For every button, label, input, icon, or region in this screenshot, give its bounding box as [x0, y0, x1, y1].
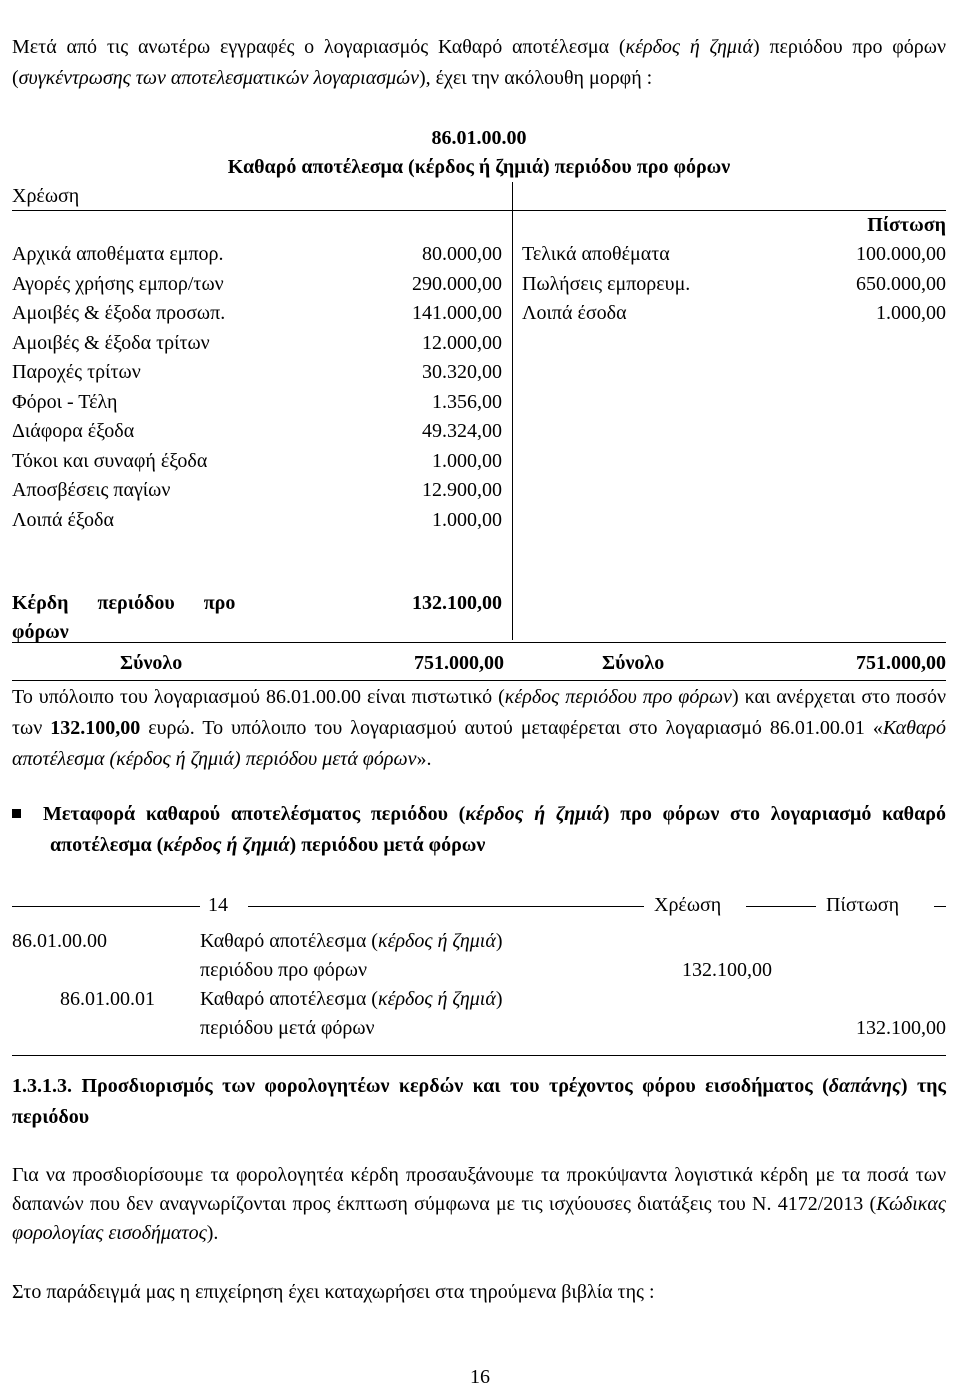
balance-paragraph: [12, 682, 946, 775]
journal-line2-text2: περιόδου μετά φόρων: [200, 1017, 375, 1039]
debit-row-label: Λοιπά έξοδα: [12, 508, 114, 531]
debit-row-amount: 1.356,00: [432, 390, 502, 413]
journal-line: [746, 906, 816, 907]
debit-row-amount: 49.324,00: [422, 420, 502, 442]
section-title: Προσδιορισμός των φορολογητέων κερδών και του τρέχοντος φόρου εισοδήματος (: [72, 1075, 829, 1097]
journal-line: [12, 906, 200, 907]
square-bullet-icon: [12, 809, 21, 818]
bold-amount: 132.100,00: [50, 717, 141, 739]
text: ): [495, 930, 503, 952]
entry-number: 14: [208, 894, 228, 916]
section-heading: [12, 1071, 946, 1133]
debit-row-label: Αμοιβές & έξοδα τρίτων: [12, 331, 210, 354]
intro-text: Μετά από τις ανωτέρω εγγραφές ο λογαριασμός Καθαρό αποτέλεσμα (: [12, 36, 626, 58]
t-account: [12, 124, 946, 674]
debit-total-label: Σύνολο: [120, 652, 183, 674]
profit-label-line2: φόρων: [12, 621, 69, 643]
debit-row-amount: 12.900,00: [422, 479, 502, 501]
debit-total: 751.000,00: [414, 652, 504, 674]
profit-label-line1: [12, 589, 312, 618]
debit-row-amount: 1.000,00: [432, 508, 502, 531]
italic-text: κέρδος ή ζημιά: [377, 988, 496, 1010]
text: Μεταφορά καθαρού αποτελέσματος περιόδου (: [43, 803, 466, 825]
intro-italic: συγκέντρωσης των αποτελεσματικών λογαριασμών: [18, 67, 419, 89]
document-page: [12, 32, 946, 1307]
debit-row-label: Φόροι - Τέλη: [12, 390, 118, 413]
intro-text: ) περιόδου προ φόρων (: [12, 36, 946, 89]
text: Καθαρό αποτέλεσμα (: [200, 988, 378, 1010]
journal-entry: [12, 891, 946, 1071]
italic-text: κέρδος ή ζημιά: [465, 803, 603, 825]
credit-row-label: Λοιπά έσοδα: [522, 302, 627, 324]
credit-label: Πίστωση: [867, 214, 946, 236]
journal-line1-code: 86.01.00.00: [12, 930, 107, 952]
italic-text: Κώδικας φορολογίας εισοδήματος: [12, 1193, 946, 1244]
debit-row-amount: 141.000,00: [412, 302, 502, 324]
journal-bottom-line: [12, 1055, 946, 1056]
taxable-profit-paragraph: [12, 1161, 946, 1248]
journal-line1-text2: περιόδου προ φόρων: [200, 959, 367, 981]
account-code: 86.01.00.00: [431, 127, 527, 149]
account-divider: [12, 210, 946, 211]
text: ) προ φόρων στο λογαριασμό καθαρό αποτέλεσμα (: [50, 803, 946, 856]
debit-row-label: Παροχές τρίτων: [12, 361, 141, 383]
credit-row-label: Πωλήσεις εμπορευμ.: [522, 272, 691, 295]
account-title: Καθαρό αποτέλεσμα (κέρδος ή ζημιά) περιόδου προ φόρων: [227, 156, 731, 178]
text: Το υπόλοιπο του λογαριασμού 86.01.00.00 είναι πιστωτικό (: [12, 686, 505, 708]
journal-line1-amount: 132.100,00: [682, 959, 772, 981]
section-number: 1.3.1.3.: [12, 1075, 72, 1097]
journal-line: [934, 906, 946, 907]
text: ).: [206, 1222, 219, 1244]
text: ): [495, 988, 503, 1010]
debit-row-label: Αποσβέσεις παγίων: [12, 479, 171, 501]
journal-debit-label: Χρέωση: [654, 894, 722, 916]
text: ) και ανέρχεται στο ποσόν των: [12, 686, 947, 739]
intro-text: ), έχει την ακόλουθη μορφή :: [418, 67, 653, 89]
journal-line: [248, 906, 644, 907]
intro-paragraph: [12, 32, 946, 94]
italic-text: Καθαρό αποτέλεσμα (κέρδος ή ζημιά) περιόδου μετά φόρων: [12, 717, 946, 770]
debit-row-label: Τόκοι και συναφή έξοδα: [12, 449, 208, 472]
debit-row-amount: 1.000,00: [432, 449, 502, 472]
text: ευρώ. Το υπόλοιπο του λογαριασμού αυτού μεταφέρεται στο λογαριασμό 86.01.00.01 «: [140, 717, 883, 739]
total-line-bottom: [12, 680, 946, 681]
journal-line2-amount: 132.100,00: [856, 1017, 946, 1039]
credit-total-label: Σύνολο: [602, 652, 665, 674]
italic-text: κέρδος ή ζημιά: [163, 834, 290, 856]
profit-amount: 132.100,00: [412, 592, 502, 614]
books-paragraph: Στο παράδειγμά μας η επιχείρηση έχει καταχωρήσει στα τηρούμενα βιβλία της :: [12, 1281, 655, 1303]
italic-text: κέρδος περιόδου προ φόρων: [504, 686, 732, 708]
debit-row-amount: 30.320,00: [422, 361, 502, 383]
debit-row-amount: 290.000,00: [412, 272, 502, 295]
credit-row-amount: 100.000,00: [856, 243, 946, 265]
journal-line2-text: [200, 985, 503, 1014]
italic-text: δαπάνης: [828, 1075, 901, 1097]
credit-row-label: Τελικά αποθέματα: [522, 243, 670, 265]
section-title: ) της περιόδου: [12, 1075, 946, 1128]
intro-italic: κέρδος ή ζημιά: [625, 36, 753, 58]
text: Καθαρό αποτέλεσμα (: [200, 930, 378, 952]
debit-row-amount: 12.000,00: [422, 331, 502, 354]
journal-line1-text: [200, 927, 503, 956]
profit-label: Κέρδη περιόδου προ: [12, 592, 236, 614]
page-number: 16: [470, 1366, 490, 1388]
journal-credit-label: Πίστωση: [826, 894, 900, 916]
debit-row-label: Αμοιβές & έξοδα προσωπ.: [12, 302, 226, 324]
credit-total: 751.000,00: [856, 652, 946, 674]
bullet-heading: [12, 799, 946, 861]
credit-row-amount: 1.000,00: [876, 302, 946, 324]
text: ».: [416, 748, 432, 770]
total-line-top: [12, 642, 946, 643]
text: ) περιόδου μετά φόρων: [289, 834, 486, 856]
journal-line2-code: 86.01.00.01: [60, 988, 155, 1010]
italic-text: κέρδος ή ζημιά: [377, 930, 496, 952]
debit-row-label: Αρχικά αποθέματα εμπορ.: [12, 243, 224, 265]
debit-row-label: Διάφορα έξοδα: [12, 420, 135, 442]
credit-row-amount: 650.000,00: [856, 272, 946, 295]
text: Για να προσδιορίσουμε τα φορολογητέα κέρδη προσαυξάνουμε τα προκύψαντα λογιστικά κέρδη με τα ποσά των δαπανών που δεν αναγνωρίζονται προς έκπτωση σύμφωνα με τις ισχύουσες διατάξεις του Ν. 4172/2013 (: [12, 1164, 946, 1215]
debit-label: Χρέωση: [12, 185, 80, 207]
debit-row-amount: 80.000,00: [422, 243, 502, 265]
debit-row-label: Αγορές χρήσης εμπορ/των: [12, 272, 224, 295]
account-vertical-divider: [512, 182, 513, 640]
